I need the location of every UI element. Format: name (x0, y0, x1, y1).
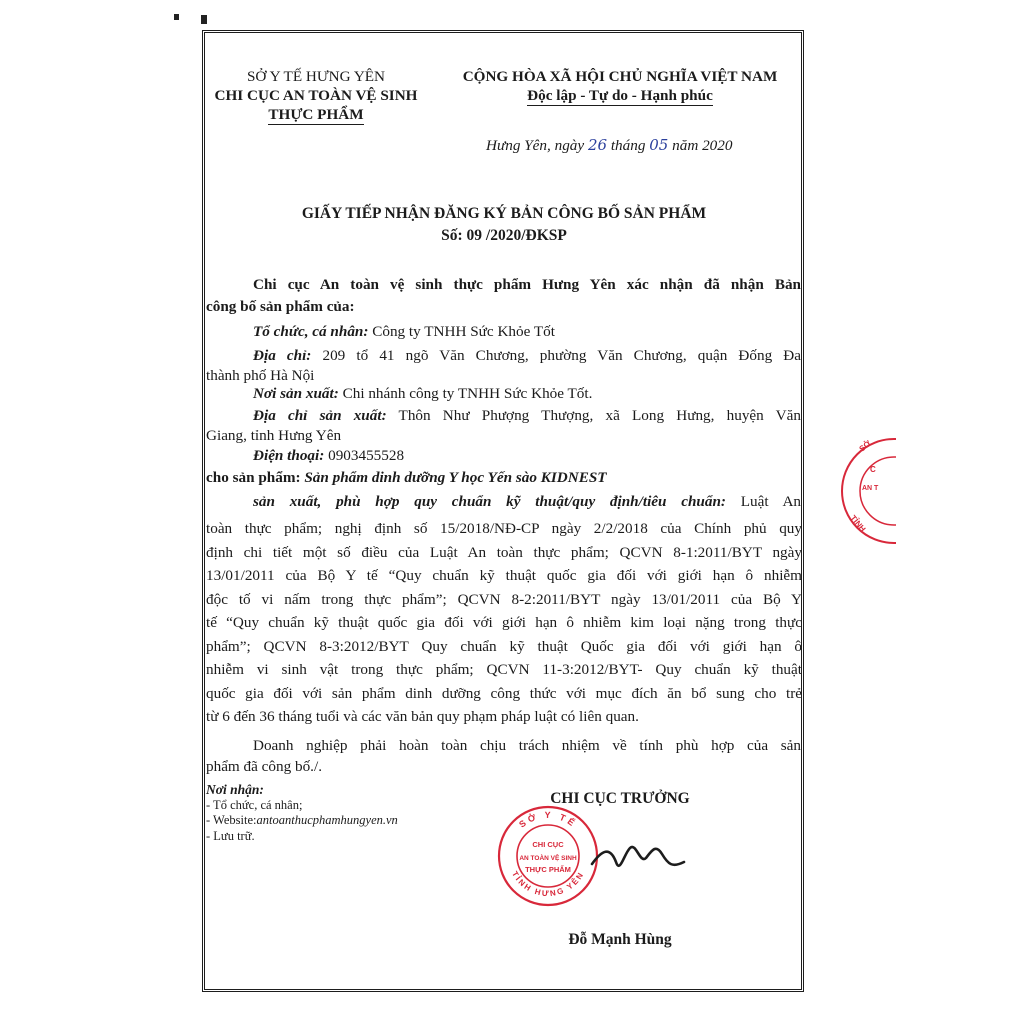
side-stamp-partial (836, 432, 896, 550)
recipients-title: Nơi nhận: (206, 782, 264, 797)
standard-line: nhiễm vi sinh vật trong thực phẩm; QCVN 11-3:2012/BYT- Quy chuẩn kỹ thuật (206, 661, 802, 678)
signer-name: Đỗ Mạnh Hùng (568, 931, 672, 948)
standard-line: định chi tiết một số điều của Luật An toàn thực phẩm; QCVN 8-1:2011/BYT ngày (206, 543, 802, 561)
issuer-agency: CHI CỤC AN TOÀN VỆ SINH (214, 87, 418, 104)
standard-line: từ 6 đến 36 tháng tuổi và các văn bản quy phạm pháp luật có liên quan. (206, 708, 639, 725)
issuer-ministry: SỞ Y TẾ HƯNG YÊN (246, 68, 386, 85)
standard-text (206, 520, 802, 732)
factory-row: Nơi sản xuất: Chi nhánh công ty TNHH Sức Khỏe Tốt. (253, 385, 593, 402)
recipients-block (206, 782, 398, 844)
organization-row: Tổ chức, cá nhân: Công ty TNHH Sức Khỏe Tốt (253, 323, 555, 340)
country-name: CỘNG HÒA XÃ HỘI CHỦ NGHĨA VIỆT NAM (462, 68, 778, 85)
product-row: cho sản phẩm: Sản phẩm dinh dưỡng Y học Yến sào KIDNEST (206, 469, 607, 486)
phone-row: Điện thoại: 0903455528 (253, 447, 405, 464)
stamp-outer-top-text: SỞ Y TẾ (517, 809, 579, 830)
standard-line: quốc gia đối với sản phẩm dinh dưỡng công thức với mục đích ăn bổ sung cho trẻ (206, 684, 802, 702)
standard-line: độc tố vi nấm trong thực phẩm”; QCVN 8-2:2011/BYT ngày 13/01/2011 của Bộ Y (206, 590, 802, 608)
national-motto-block (440, 67, 800, 105)
intro-line-2: công bố sản phẩm của: (206, 298, 355, 315)
side-stamp-left-text: AN T (862, 485, 879, 492)
stamp-inner-line-1: CHI CỤC (532, 840, 564, 849)
standard-row: sản xuất, phù hợp quy chuẩn kỹ thuật/quy định/tiêu chuẩn: Luật An (253, 493, 802, 510)
closing-line-1: Doanh nghiệp phải hoàn toàn chịu trách nhiệm về tính phù hợp của sản (253, 737, 801, 754)
intro-line-1: Chi cục An toàn vệ sinh thực phẩm Hưng Yên xác nhận đã nhận Bản (253, 276, 801, 293)
factory-address-row: Địa chỉ sản xuất: Thôn Như Phượng Thượng, xã Long Hưng, huyện Văn (253, 407, 801, 424)
scan-mark (201, 15, 207, 24)
closing-line-2: phẩm đã công bố./. (206, 758, 322, 775)
standard-line: toàn thực phẩm; nghị định số 15/2018/NĐ-CP ngày 2/2/2018 của Chính phủ quy (206, 520, 802, 537)
issuer-agency-cont: THỰC PHẨM (268, 106, 364, 123)
issue-date: Hưng Yên, ngày 26 tháng 05 năm 2020 (486, 136, 733, 154)
side-stamp-bottom-text: TỈNH (848, 513, 868, 534)
document-title: GIẤY TIẾP NHẬN ĐĂNG KÝ BẢN CÔNG BỐ SẢN PHẨM Số: 09 /2020/ĐKSP (206, 203, 802, 247)
signer-role: CHI CỤC TRƯỞNG (550, 790, 690, 807)
factory-address-row-cont: Giang, tỉnh Hưng Yên (206, 427, 342, 444)
address-row: Địa chỉ: 209 tổ 41 ngõ Văn Chương, phường Văn Chương, quận Đống Đa (253, 347, 801, 364)
side-stamp-mid-text: C (870, 465, 876, 474)
stamp-inner-line-2: AN TOÀN VỆ SINH (519, 855, 577, 862)
stamp-outer-bottom-text: TỈNH HƯNG YÊN (510, 869, 586, 899)
side-stamp-top-text: SỞ (857, 438, 873, 454)
official-stamp (496, 804, 600, 908)
handwritten-signature (588, 834, 688, 882)
standard-line: phẩm”; QCVN 8-3:2012/BYT Quy chuẩn kỹ thuật Quốc gia đối với giới hạn ô (206, 637, 802, 655)
recipient-item: - Website:antoanthucphamhungyen.vn (206, 813, 398, 827)
standard-line: 13/01/2011 của Bộ Y tế “Quy chuẩn kỹ thuật quốc gia đối với giới hạn ô nhiễm (206, 567, 802, 584)
address-row-cont: thành phố Hà Nội (206, 367, 315, 384)
issuer-block (206, 67, 426, 124)
scan-mark (174, 14, 179, 20)
standard-line: tế “Quy chuẩn kỹ thuật quốc gia đối với giới hạn ô nhiễm kim loại nặng trong thực (206, 614, 802, 631)
document-number: Số: 09 /2020/ĐKSP (441, 227, 567, 244)
motto: Độc lập - Tự do - Hạnh phúc (527, 87, 713, 104)
date-month-handwritten: 05 (649, 136, 669, 154)
recipient-item: - Tổ chức, cá nhân; (206, 797, 303, 812)
date-day-handwritten: 26 (587, 136, 608, 154)
recipient-item: - Lưu trữ. (206, 828, 255, 843)
stamp-inner-line-3: THỰC PHẨM (525, 865, 571, 874)
website-link[interactable]: antoanthucphamhungyen.vn (256, 813, 398, 827)
